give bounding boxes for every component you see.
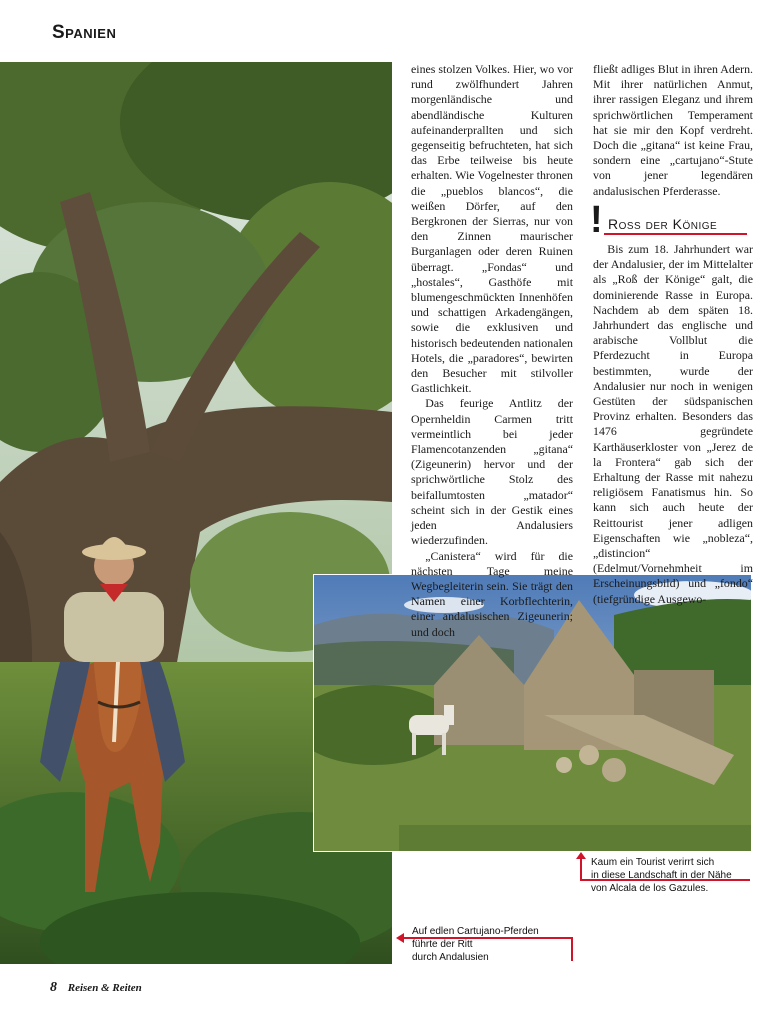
caption-ruins — [591, 856, 761, 895]
page-number: 8 — [50, 980, 57, 995]
caption-line: durch Andalusien — [412, 952, 489, 963]
paragraph: Das feurige Antlitz der Opernheldin Carmen tritt vermeintlich bei jeder Flamencotanzenden „gitana“ (Zigeunerin) hervor und der sprichwörtliche Stolz des beifallumtosten „matador“ scheint sich in der Gestik eines jeden Andalusiers wiederzufinden. — [411, 396, 573, 548]
caption-pointer-vertical — [580, 856, 582, 880]
caption-line: in diese Landschaft in der Nähe — [591, 870, 732, 881]
caption-line: Auf edlen Cartujano-Pferden — [412, 926, 539, 937]
subheading-title: Ross der Könige — [608, 216, 718, 232]
caption-line: führte der Ritt — [412, 939, 473, 950]
subheading — [590, 199, 750, 241]
page-footer — [50, 980, 142, 996]
caption-arrow-up-icon — [576, 852, 586, 859]
caption-arrow-left-icon — [396, 933, 404, 943]
caption-line: Kaum ein Tourist verirrt sich — [591, 857, 715, 868]
magazine-name: Reisen & Reiten — [67, 982, 142, 994]
section-title: Spanien — [52, 22, 117, 43]
paragraph: eines stolzen Volkes. Hier, wo vor rund zwölfhundert Jahren morgenländische und abendländische Kulturen aufeinanderprallten und sich gegenseitig befruchteten, hat sich das Erbe teilweise bis heute erhalten. Wie Vogelnester thronen die „pueblos blancos“, die weißen Dörfer, auf den Bergkronen der Sierras, nur von den Zinnen maurischer Burganlagen oder deren Ruinen überragt. „Fondas“ und „hostales“, Gasthöfe mit blumengeschmückten Innenhöfen und schattigen Arkadengängen, sowie die exklusiven und historisch bedeutenden nationalen Hotels, die „paradores“, bewirten den Besucher mit stilvoller Gastlichkeit. — [411, 62, 573, 396]
paragraph: Bis zum 18. Jahrhundert war der Andalusier, der im Mittelalter als „Roß der Könige“ galt, die dominierende Rasse in Europa. Nachdem ab dem späten 18. Jahrhundert das englische und arabische Vollblut die Pferdezucht in Europa bestimmten, wurde der Andalusier nur noch in wenigen Gestüten der südspanischen Provinz erhalten. Besonders das 1476 gegründete Karthäuserkloster von „Jerez de la Frontera“ gab sich der Erhaltung der Rasse mit nahezu religiösem Fanatismus hin. So kann sich auch heute der Reittourist jener adligen Eigenschaften wie „nobleza“, „distincion“ (Edelmut/Vornehmheit im Erscheinungsbild) und „fondo“ (tiefgründige Ausgewo- — [593, 242, 753, 606]
paragraph: fließt adliges Blut in ihren Adern. Mit ihrer natürlichen Anmut, ihrer rassigen Eleganz und ihrem sprichwörtlichen Temperament hat sie mir den Kopf verdreht. Doch die „gitana“ ist keine Frau, sondern eine „cartujano“-Stute von jener legendären andalusischen Pferderasse. — [593, 62, 753, 198]
paragraph: „Canistera“ wird für die nächsten Tage meine Wegbegleiterin sein. Sie trägt den Namen einer Korbflechterin, einer andalusischen Zigeunerin; und doch — [411, 548, 573, 639]
text-column-2-bottom — [593, 242, 753, 607]
subheading-underline — [604, 233, 747, 235]
caption-line: von Alcala de los Gazules. — [591, 883, 709, 894]
text-column-2-top — [593, 62, 753, 199]
exclamation-mark: ! — [590, 199, 603, 241]
text-column-1 — [411, 62, 573, 640]
caption-rider — [412, 925, 572, 964]
